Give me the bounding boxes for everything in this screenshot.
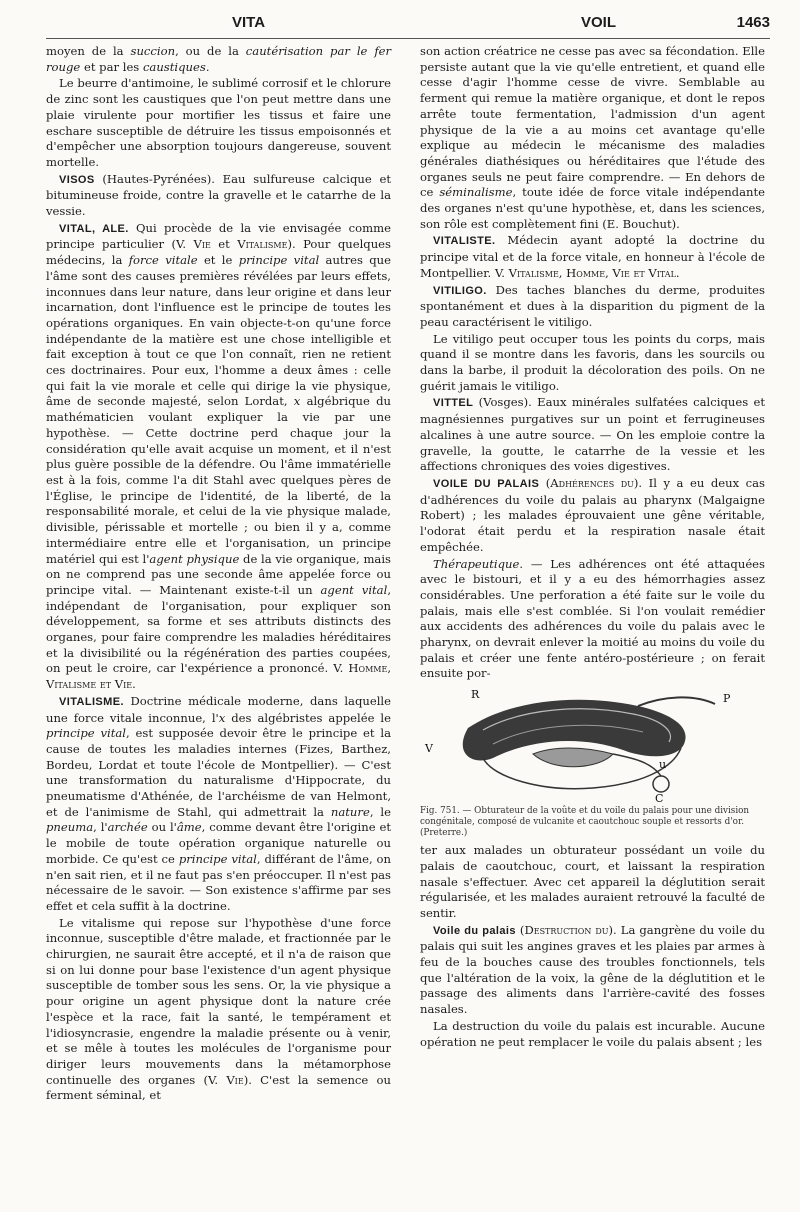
obturator-illustration xyxy=(423,688,763,806)
paragraph: son action créatrice ne cesse pas avec sa fécondation. Elle persiste autant que la vie qu'elle entretient, et quand elle cesse d'agir l'homme cesse de vivre. Semblable au ferment qui remue la matière organique, et dont le repos arrête toute fermentation, l'admission d'un agent physique de la vie a au moins cet avantage qu'elle explique au médecin le mécanisme des maladies générales diathésiques ou héréditaires que l'étude des organes seuls ne peut faire comprendre. — En dehors de ce séminalisme, toute idée de force vitale indépendante des organes n'est qu'une hypothèse, et, dans les sciences, son rôle est complètement fini (E. Bouchut). xyxy=(420,44,765,231)
header-right-word: VOIL xyxy=(581,14,617,31)
entry-voile-du-palais: VOILE DU PALAIS (Adhérences du). Il y a eu deux cas d'adhérences du voile du palais au pharynx (Malgaigne Robert) ; les malades éprouvaient une gêne véritable, l'odorat était perdu et la respiration nasale était empêchée. xyxy=(420,475,766,554)
paragraph: Le beurre d'antimoine, le sublimé corrosif et le chlorure de zinc sont les caustiques que l'on peut mettre dans une plaie virulente pour mortifier les tissus et faire une eschare susceptible de détruire les tissus empoisonnés et d'empêcher une absorption toujours dangereuse, souvent mortelle. xyxy=(46,76,391,169)
paragraph: moyen de la succion, ou de la cautérisation par le fer rouge et par les caustiques. xyxy=(46,44,392,74)
paragraph: Le vitalisme qui repose sur l'hypothèse d'une force inconnue, susceptible d'être malade, et fractionnée par le chirurgien, ne saurait être accepté, et il n'a de raison que si on lui donne pour base l'existence d'un agent physique susceptible de tomber sous les sens. Or, la vie physique a pour origine un agent physique dont la nature crée l'espèce et la race, fait la santé, le tempérament et l'idiosyncrasie, engendre la maladie présente ou à venir, et se mêle à toutes les molécules de l'organisme pour diriger leurs mouvements dans la métamorphose continuelle des organes (V. Vie). C'est la semence ou ferment séminal, et xyxy=(46,915,391,1103)
entry-vitalisme: VITALISME. Doctrine médicale moderne, dans laquelle une force vitale inconnue, l'x des algébristes appelée le principe vital, est supposée devoir être le principe et la cause de toutes les maladies internes (Fizes, Barthez, Bordeu, Lordat et toute l'école de Montpellier). — C'est une transformation du naturalisme d'Hippocrate, du pneumatisme d'Athénée, de l'archéisme de van Helmont, et de l'animisme de Stahl, qui admettrait la nature, le pneuma, l'archée ou l'âme, comme devant être l'origine et le mobile de toute opération organique naturelle ou morbide. Ce qu'est ce principe vital, différant de l'âme, on n'en sait rien, et il ne faut pas s'en préoccuper. Il n'est pas nécessaire de le savoir. — Son existence s'affirme par ses effet et cela suffit à la doctrine. xyxy=(46,693,391,913)
page-number: 1463 xyxy=(736,14,770,31)
figure-label: P xyxy=(722,692,730,706)
entry-vitaliste: VITALISTE. Médecin ayant adopté la doctrine du principe vital et de la force vitale, en honneur à l'école de Montpellier. V. Vitalisme, Homme, Vie et Vital. xyxy=(420,233,765,280)
figure-label: C xyxy=(654,792,663,806)
entry-vitiligo: VITILIGO. Des taches blanches du derme, produites spontanément et dues à la disparition du pigment de la peau caractérisent le vitiligo. xyxy=(420,282,765,329)
headword: VISOS xyxy=(59,173,95,186)
paragraph: Thérapeutique. — Les adhérences ont été attaquées avec le bistouri, et il y a eu des hémorrhagies assez considérables. Une perforation a été faite sur le voile du palais, mais elle s'est comblée. Si l'on voulait remédier aux accidents des adhérences du voile du palais avec le pharynx, on devrait enlever la moitié au moins du voile du palais et créer une fente antéro-postérieure ; on ferait ensuite por- xyxy=(420,556,765,681)
entry-voile-destruction: Voile du palais (Destruction du). La gangrène du voile du palais qui suit les angines graves et les plaies par armes à feu de la bouches cause des troubles fonctionnels, tels que l'altération de la voix, la gêne de la déglutition et le passage des aliments dans l'arrière-cavité des fosses nasales. xyxy=(420,922,765,1017)
headword: VITALISTE. xyxy=(433,235,496,248)
paragraph: ter aux malades un obturateur possédant un voile du palais de caoutchouc, court, et laissant la respiration nasale s'effectuer. Avec cet appareil la déglutition serait régularisée, et les malades auraient retrouvé la faculté de sentir. xyxy=(420,843,765,920)
headword: VITALISME. xyxy=(59,695,124,708)
figure-label: u xyxy=(658,758,666,772)
headword: VITTEL xyxy=(433,397,474,410)
figure-caption: Fig. 751. — Obturateur de la voûte et du voile du palais pour une division congénitale, composé de vulcanite et caoutchouc souple et ressorts d'or. (Preterre.) xyxy=(420,806,750,839)
header-left-word: VITA xyxy=(232,14,266,31)
left-column xyxy=(46,44,391,1105)
entry-vital: VITAL, ALE. Qui procède de la vie envisagée comme principe particulier (V. Vie et Vitalisme). Pour quelques médecins, la force vitale et le principe vital autres que l'âme sont des causes premières révélées par leurs effets, inconnues dans leur nature, dans leur origine et dans leur incarnation, dont l'influence est le principe de toutes les opérations organiques. En vain objecte-t-on qu'une force indépendante de la matière est une chose intelligible et fait exception à tout ce que l'on connaît, rien ne retient ces doctrinaires. Pour eux, l'homme a deux âmes : celle qui fait la vie morale et celle qui dirige la vie physique, âme de seconde majesté, selon Lordat, x algébrique du mathématicien voulant expliquer la vie par une hypothèse. — Cette doctrine perd chaque jour la considération qu'elle avait acquise un moment, et il n'est plus guère possible de la défendre. Ou l'âme immatérielle est à la fois, comme l'a dit Stahl avec quelques pères de l'Église, le principe de l'identité, de la liberté, de la responsabilité morale, et celui de la vie physique malade, divisible, périssable et mortelle ; ou bien il y a, comme intermédiaire entre elle et l'organisation, un principe matériel qui est l'agent physique de la vie organique, mais on ne comprend pas une seconde âme appelée force ou principe vital. — Maintenant existe-t-il un agent vital, indépendant de l'organisation, pour expliquer son développement, sa forme et ses attributs distincts des organes, pour faire comprendre les maladies héréditaires et la divisibilité ou la régénération des parties coupées, on peut le croire, car l'expérience a prononcé. V. Homme, Vitalisme et Vie. xyxy=(46,220,392,692)
header-rule xyxy=(46,38,770,39)
figure-label: V xyxy=(424,742,433,756)
entry-visos: VISOS (Hautes-Pyrénées). Eau sulfureuse calcique et bitumineuse froide, contre la gravelle et le catarrhe de la vessie. xyxy=(46,171,391,219)
right-column xyxy=(420,44,765,1051)
headword: Voile du palais xyxy=(433,924,516,937)
headword: VITAL, ALE. xyxy=(59,222,129,235)
headword: VOILE DU PALAIS xyxy=(433,477,540,490)
paragraph: Le vitiligo peut occuper tous les points du corps, mais quand il se montre dans les favoris, dans les sourcils ou dans la barbe, il produit la décoloration des poils. On ne guérit jamais le vitiligo. xyxy=(420,331,765,393)
figure-obturator xyxy=(420,688,765,839)
paragraph: La destruction du voile du palais est incurable. Aucune opération ne peut remplacer le voile du palais absent ; les xyxy=(420,1018,765,1049)
running-header xyxy=(46,14,770,38)
headword: VITILIGO. xyxy=(433,284,487,297)
figure-label: R xyxy=(470,688,479,702)
entry-vittel: VITTEL (Vosges). Eaux minérales sulfatées calciques et magnésiennes purgatives sur un point et ferrugineuses alcalines à une autre source. — On les emploie contre la gravelle, la goutte, le catarrhe de la vessie et les affections chroniques des voies digestives. xyxy=(420,395,765,474)
